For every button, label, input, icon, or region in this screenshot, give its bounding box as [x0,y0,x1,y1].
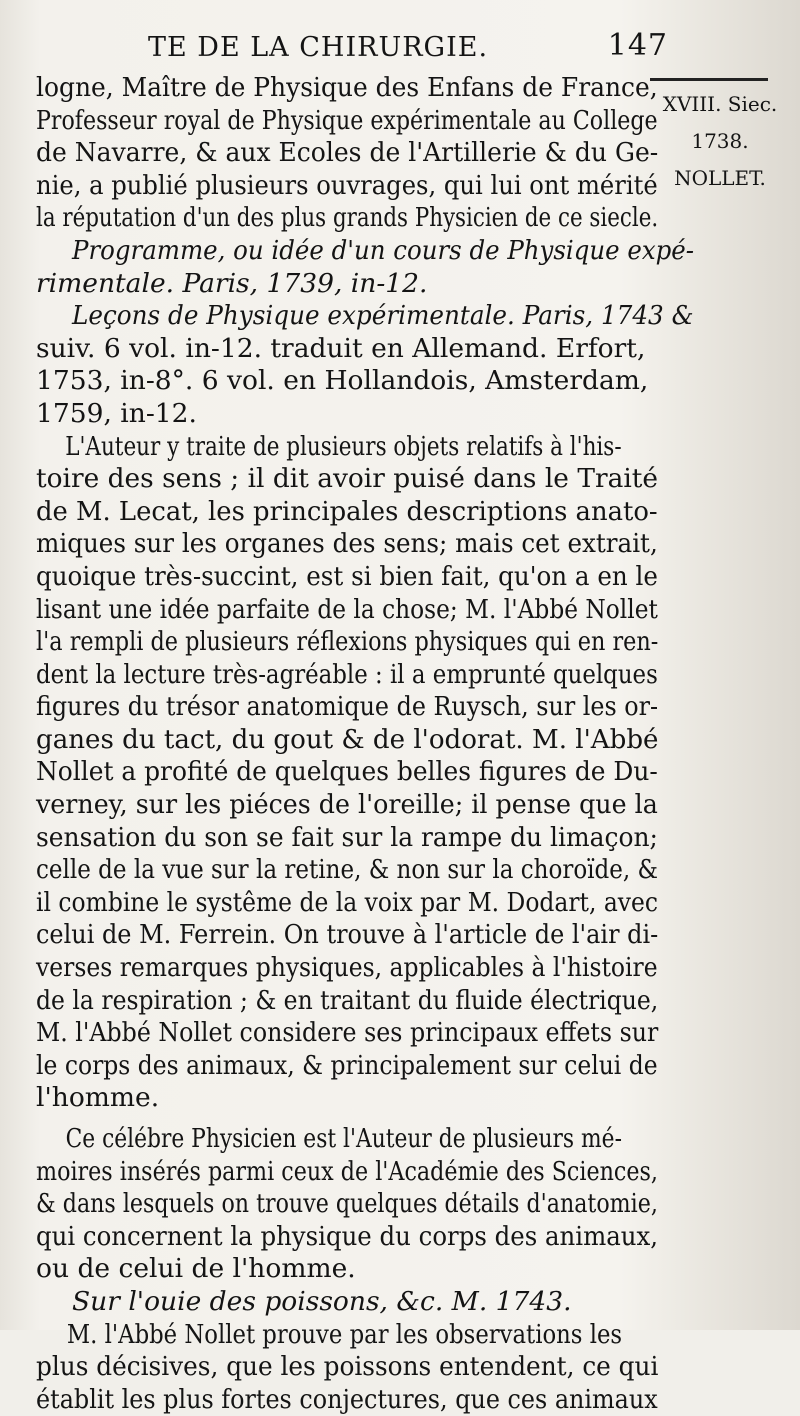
text-line: L'Auteur y traite de plusieurs objets relatifs à l'his- [65,430,622,462]
margin-notes [655,92,785,203]
text-line: établit les plus fortes conjectures, que ces animaux [36,1383,658,1415]
text-line: l'homme. [36,1082,160,1114]
text-line: M. l'Abbé Nollet prouve par les observations les [66,1318,623,1350]
text-line: plus décisives, que les poissons entendent, ce qui [36,1351,659,1383]
text-line: suiv. 6 vol. in-12. traduit en Allemand. Erfort, [36,332,646,364]
page-header [148,28,668,72]
text-line: Professeur royal de Physique expérimentale au College [36,104,658,136]
paragraph-bibliography [36,300,694,430]
paragraph-bibliography [36,1286,658,1319]
text-line: l'a rempli de plusieurs réflexions physiques qui en ren- [36,626,659,658]
text-line: M. l'Abbé Nollet considere ses principaux effets sur [36,1017,659,1049]
text-line: celui de M. Ferrein. On trouve à l'article de l'air di- [36,919,659,951]
text-line: lisant une idée parfaite de la chose; M. l'Abbé Nollet [36,593,658,625]
text-line: il combine le systême de la voix par M. Dodart, avec [36,886,659,918]
text-line: rimentale. Paris, 1739, in-12. [36,267,428,299]
text-line: dent la lecture très-agréable : il a emprunté quelques [36,658,658,690]
margin-year: 1738. [691,129,749,153]
text-line: toire des sens ; il dit avoir puisé dans le Traité [36,463,659,495]
text-line: de la respiration ; & en traitant du fluide électrique, [36,984,659,1016]
text-line: ou de celui de l'homme. [36,1253,356,1285]
text-line: Nollet a profité de quelques belles figures de Du- [36,756,658,788]
text-line: le corps des animaux, & principalement sur celui de [36,1049,658,1081]
text-line: de M. Lecat, les principales descriptions anato- [36,495,658,527]
paragraph [36,1123,658,1286]
margin-rule [650,78,768,81]
text-line: Programme, ou idée d'un cours de Physique expé- [72,234,695,266]
paragraph [36,1319,658,1416]
body-text [36,72,695,1416]
text-line: verney, sur les piéces de l'oreille; il pense que la [36,789,658,821]
text-line: Leçons de Physique expérimentale. Paris, 1743 & [72,300,694,332]
paragraph [36,72,658,235]
text-line: celle de la vue sur la retine, & non sur la choroïde, & [36,854,659,886]
text-line: ganes du tact, du gout & de l'odorat. M. l'Abbé [36,723,659,755]
text-line: moires insérés parmi ceux de l'Académie des Sciences, [36,1155,658,1187]
paragraph-bibliography [36,234,695,300]
text-line: 1753, in-8°. 6 vol. en Hollandois, Amsterdam, [36,365,649,397]
text-line: & dans lesquels on trouve quelques détails d'anatomie, [36,1188,658,1220]
text-line: figures du trésor anatomique de Ruysch, sur les or- [36,691,659,723]
paragraph [36,431,658,1115]
running-title: TE DE LA CHIRURGIE. [148,32,489,63]
text-line: Ce célébre Physicien est l'Auteur de plusieurs mé- [65,1123,622,1154]
paragraph-gap [36,1115,658,1123]
text-line: qui concernent la physique du corps des animaux, [36,1220,659,1252]
page-number: 147 [607,28,668,63]
text-line: quoique très-succint, est si bien fait, qu'on a en le [36,560,658,592]
text-line: sensation du son se fait sur la rampe du limaçon; [36,821,658,853]
text-line: miques sur les organes des sens; mais cet extrait, [36,528,658,560]
text-line: la réputation d'un des plus grands Physicien de ce siecle. [36,202,659,234]
text-line: de Navarre, & aux Ecoles de l'Artillerie & du Ge- [36,137,659,169]
text-line: 1759, in-12. [36,397,197,429]
text-line: logne, Maître de Physique des Enfans de France, [36,72,658,103]
text-line: Sur l'ouie des poissons, &c. M. 1743. [72,1285,572,1317]
margin-century: XVIII. Siec. [662,92,778,116]
text-line: verses remarques physiques, applicables à l'histoire [36,952,658,984]
text-line: nie, a publié plusieurs ouvrages, qui lui ont mérité [36,169,658,201]
margin-author: NOLLET. [674,166,766,190]
